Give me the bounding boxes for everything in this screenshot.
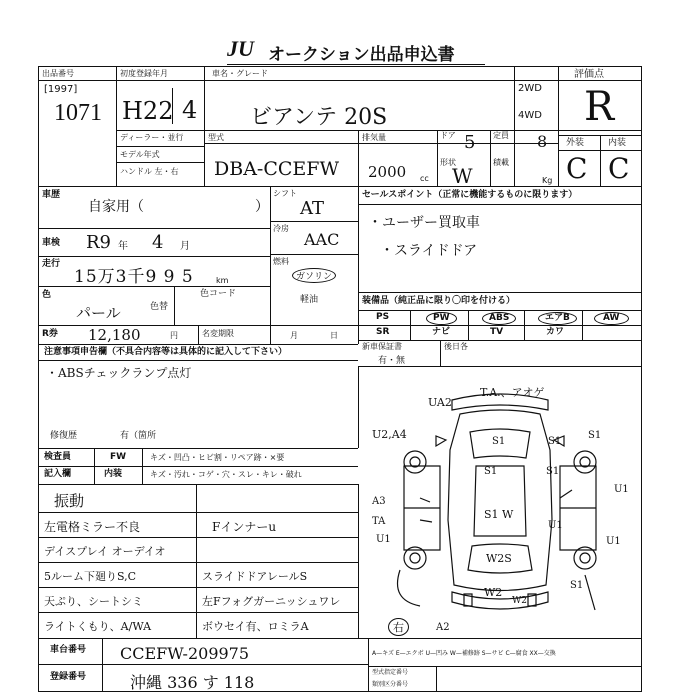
mileage-value: 15万3千9 9 5	[74, 267, 194, 287]
shape-label: 形状	[440, 158, 456, 167]
ext-value: C	[566, 152, 588, 185]
int-label: 内装	[608, 138, 627, 148]
disp-value: 2000	[368, 163, 407, 181]
sales-line1: ・ユーザー買取車	[368, 215, 480, 231]
remark-3: デイスプレイ オーデイオ	[44, 545, 166, 558]
shift-label: シフト	[273, 189, 297, 198]
shaken-month: 4	[152, 232, 164, 253]
equip-leather: カワ	[546, 327, 565, 337]
equip-pw: PW	[426, 312, 457, 325]
remark-5b: 左Fフォグガーニッシュワレ	[202, 595, 341, 608]
diag-u1a: U1	[614, 484, 629, 495]
diag-top: T.A.、アオゲ	[480, 386, 545, 399]
meigi-day: 日	[330, 331, 338, 340]
diag-ua2: UA2	[428, 396, 452, 409]
month-suffix: 月	[180, 241, 190, 252]
diag-s1e: S1	[546, 466, 560, 477]
remark-1: 振動	[54, 492, 85, 510]
equip-title: 装備品（純正品に限り〇印を付ける）	[362, 296, 516, 306]
color-label: 色	[42, 290, 52, 300]
diag-s1a: S1	[492, 436, 506, 447]
remark-2: 左電格ミラー不良	[44, 520, 141, 534]
naiso-items: キズ・汚れ・コゲ・穴・スレ・キレ・破れ	[150, 470, 302, 479]
diag-s1w: S1 W	[484, 508, 514, 521]
cert-label: 型式指定番号	[372, 669, 409, 676]
fw-label: FW	[110, 452, 127, 462]
diag-u1c: U1	[606, 536, 621, 547]
mileage-label: 走行	[42, 259, 61, 269]
diag-s1c: S1	[588, 430, 602, 441]
form-title: オークション出品申込書	[268, 45, 455, 65]
eval-label: 評価点	[574, 69, 604, 80]
diag-u1b: U1	[548, 520, 563, 531]
reg-value: 沖縄 336 す 118	[130, 673, 255, 692]
yen: 円	[170, 331, 178, 340]
first-reg-era: H22	[122, 97, 174, 125]
meigi-month: 月	[290, 331, 298, 340]
door-label: ドア	[440, 131, 456, 140]
diag-a2: A2	[436, 622, 450, 633]
handle-label: ハンドル 左・右	[120, 167, 179, 176]
naiso-label: 内装	[104, 469, 123, 479]
cap-value: 8	[537, 132, 548, 151]
diag-s1f: S1	[570, 580, 584, 591]
year-suffix: 年	[118, 241, 128, 252]
fw-items: キズ・凹凸・ヒビ割・リペア跡・×要	[150, 453, 285, 462]
first-reg-month: 4	[182, 96, 198, 124]
car-name: ビアンテ 20S	[250, 105, 388, 130]
history-close: ）	[255, 199, 269, 215]
shaken-label: 車検	[42, 238, 61, 248]
shift-value: AT	[300, 198, 325, 219]
chassis-value: CCEFW-209975	[120, 644, 250, 663]
car-label: 車名・グレード	[212, 69, 268, 78]
class-label: 類別区分番号	[372, 681, 409, 688]
equip-abs: ABS	[482, 312, 516, 325]
later-label: 後日各	[444, 342, 468, 351]
recycle-label: R券	[42, 329, 58, 339]
history-value: 自家用（	[88, 199, 144, 215]
diag-right: 右	[388, 618, 409, 636]
diag-ta: TA	[372, 516, 386, 527]
diag-w2: W2	[484, 586, 503, 599]
first-reg-label: 初度登録年月	[120, 69, 168, 78]
equip-ps: PS	[376, 312, 390, 322]
notes-line1: ・ABSチェックランプ点灯	[46, 366, 192, 380]
diag-w2r: W2	[512, 596, 527, 606]
inspector-label: 検査員	[44, 452, 72, 462]
diag-s1d: S1	[484, 466, 498, 477]
dealer-label: ディーラー・並行	[120, 133, 184, 142]
meigi-label: 名変期限	[202, 329, 234, 338]
type-label: 型式	[208, 133, 224, 142]
lot-number: 1071	[54, 100, 102, 126]
color-replace: 色替	[150, 302, 169, 312]
fuel-gas: ガソリン	[292, 268, 336, 283]
equip-aw: AW	[594, 312, 629, 325]
sales-title: セールスポイント（正常に機能するものに限ります）	[362, 190, 578, 200]
equip-tv: TV	[490, 327, 504, 337]
fuel-label: 燃料	[273, 257, 289, 266]
equip-airbag: エアB	[538, 312, 577, 325]
chassis-label: 車台番号	[50, 645, 87, 655]
legend: A—キズ E—エクボ U—凹み W—補修跡 S—サビ C—腐食 XX—交換	[372, 650, 556, 657]
color-value: パール	[76, 304, 121, 322]
diag-u2a4: U2,A4	[372, 428, 407, 441]
type-value: DBA-CCEFW	[214, 158, 339, 180]
km-unit: km	[216, 276, 229, 285]
shaken-year: R9	[86, 232, 112, 253]
repair-label: 修復歴	[50, 431, 78, 441]
disp-label: 排気量	[362, 133, 386, 142]
remark-2b: Fインナーu	[212, 520, 277, 534]
disp-unit: cc	[420, 174, 429, 183]
remark-6: ライトくもり、A/WA	[44, 620, 152, 633]
lot-label: 出品番号	[42, 69, 74, 78]
diag-u1d: U1	[376, 534, 391, 545]
ac-value: AAC	[304, 230, 340, 249]
load-unit: Kg	[542, 176, 553, 185]
color-code-label: 色コード	[200, 289, 237, 299]
remark-4: 5ルーム下廻りS,C	[44, 570, 137, 583]
drive-2wd: 2WD	[518, 83, 542, 94]
shape-value: W	[452, 164, 473, 188]
reg-label: 登録番号	[50, 672, 87, 682]
remark-4b: スライドドアレールS	[202, 570, 308, 583]
warranty-value: 有・無	[378, 356, 406, 366]
fuel-diesel: 軽油	[300, 295, 319, 305]
eval-value: R	[584, 84, 615, 130]
door-value: 5	[464, 132, 476, 153]
history-label: 車歴	[42, 190, 61, 200]
record-label: 記入欄	[44, 469, 72, 479]
warranty-title: 新車保証書	[362, 342, 402, 351]
equip-sr: SR	[376, 327, 390, 337]
model-year-label: モデル年式	[120, 150, 160, 159]
ext-label: 外装	[566, 138, 585, 148]
repair-value: 有（箇所	[120, 431, 157, 441]
remark-6b: ボウセイ有、ロミラA	[202, 620, 309, 633]
ac-label: 冷房	[273, 224, 289, 233]
notes-title: 注意事項申告欄（不具合内容等は具体的に記入して下さい）	[44, 347, 288, 357]
recycle-value: 12,180	[88, 326, 141, 344]
equip-navi: ナビ	[432, 327, 451, 337]
diag-a3: A3	[372, 496, 386, 507]
remark-5: 天ぷり、シートシミ	[44, 595, 143, 608]
ju-logo: JU	[227, 36, 254, 61]
int-value: C	[608, 152, 630, 185]
sales-line2: ・スライドドア	[380, 243, 478, 259]
cap-label: 定員	[493, 131, 509, 140]
load-label: 積載	[493, 158, 509, 167]
diag-w2s: W2S	[486, 552, 512, 565]
drive-4wd: 4WD	[518, 110, 542, 121]
diag-s1b: S1	[548, 436, 562, 447]
lot-year: [1997]	[44, 84, 78, 95]
